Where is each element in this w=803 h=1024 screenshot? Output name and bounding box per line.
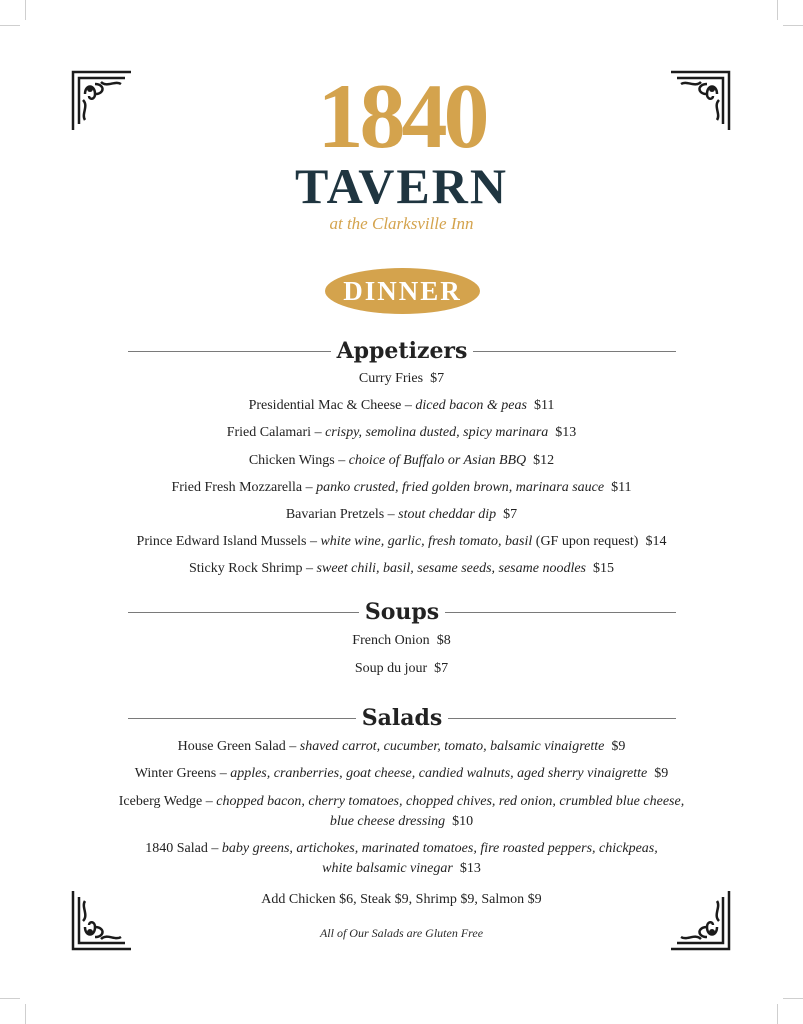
crop-mark xyxy=(777,1004,778,1024)
item-price: $13 xyxy=(555,425,577,440)
item-description: panko crusted, fried golden brown, marinara sauce xyxy=(316,480,605,495)
item-name: House Green Salad xyxy=(177,739,286,754)
item-name: French Onion xyxy=(352,633,430,648)
menu-item xyxy=(0,660,803,678)
menu-item: Winter Greens – apples, cranberries, goat cheese, candied walnuts, aged sherry vinaigrette $9 xyxy=(134,766,669,781)
crop-mark xyxy=(0,998,20,999)
item-price: $9 xyxy=(654,766,669,781)
menu-item xyxy=(0,632,803,650)
menu-item: Iceberg Wedge – chopped bacon, cherry tomatoes, chopped chives, red onion, crumbled blue cheese, xyxy=(118,794,685,809)
item-price: $11 xyxy=(611,480,632,495)
item-price: $9 xyxy=(611,739,626,754)
item-description: baby greens, artichokes, marinated tomatoes, fire roasted peppers, chickpeas, xyxy=(221,841,658,856)
item-price: $11 xyxy=(533,398,555,413)
item-name: Bavarian Pretzels xyxy=(285,507,385,522)
crop-mark xyxy=(25,1004,26,1024)
menu-item: Chicken Wings – choice of Buffalo or Asian BBQ $12 xyxy=(248,453,555,468)
menu-item-continued xyxy=(0,813,803,831)
menu-item-continued xyxy=(0,860,803,878)
item-price: $13 xyxy=(459,861,481,876)
divider xyxy=(128,718,356,719)
item-name: Iceberg Wedge xyxy=(118,794,203,809)
menu-item: Prince Edward Island Mussels – white wine, garlic, fresh tomato, basil (GF upon request) $14 xyxy=(136,534,667,549)
item-price: $10 xyxy=(452,814,474,829)
salad-addons: Add Chicken $6, Steak $9, Shrimp $9, Salmon $9 xyxy=(261,892,542,907)
item-description: chopped bacon, cherry tomatoes, chopped chives, red onion, crumbled blue cheese, xyxy=(216,794,685,809)
menu-label-badge: DINNER xyxy=(325,268,480,314)
menu-item: Presidential Mac & Cheese – diced bacon & peas $11 xyxy=(248,398,555,413)
section-title: Salads xyxy=(361,705,443,731)
menu-item: Fried Fresh Mozzarella – panko crusted, fried golden brown, marinara sauce $11 xyxy=(171,480,632,495)
item-description: apples, cranberries, goat cheese, candied walnuts, aged sherry vinaigrette xyxy=(230,766,648,781)
section-title: Appetizers xyxy=(336,338,468,364)
item-price: $7 xyxy=(503,507,518,522)
item-description: blue cheese dressing xyxy=(329,814,446,829)
item-name: Soup du jour xyxy=(354,661,428,676)
item-name: Presidential Mac & Cheese xyxy=(248,398,402,413)
salad-note: All of Our Salads are Gluten Free xyxy=(319,926,484,940)
item-description: shaved carrot, cucumber, tomato, balsamic vinaigrette xyxy=(299,739,605,754)
crop-mark xyxy=(777,0,778,20)
divider xyxy=(448,718,676,719)
divider xyxy=(128,612,359,613)
logo-subtitle: at the Clarksville Inn xyxy=(329,214,474,233)
item-price: $7 xyxy=(434,661,449,676)
menu-item: 1840 Salad – baby greens, artichokes, marinated tomatoes, fire roasted peppers, chickpeas, xyxy=(145,841,658,856)
crop-mark xyxy=(25,0,26,20)
item-name: 1840 Salad xyxy=(145,841,208,856)
item-description: choice of Buffalo or Asian BBQ xyxy=(348,453,527,468)
crop-mark xyxy=(783,998,803,999)
section-heading-appetizers xyxy=(128,336,676,366)
crop-mark xyxy=(0,25,20,26)
logo-name: TAVERN xyxy=(295,158,508,214)
item-name: Chicken Wings xyxy=(248,453,335,468)
item-price: $14 xyxy=(645,534,667,549)
crop-mark xyxy=(783,25,803,26)
item-price: $8 xyxy=(436,633,451,648)
item-price: $15 xyxy=(593,561,615,576)
section-heading-soups xyxy=(128,597,676,627)
item-description: sweet chili, basil, sesame seeds, sesame noodles xyxy=(316,561,587,576)
menu-item: Bavarian Pretzels – stout cheddar dip $7 xyxy=(285,507,518,522)
divider xyxy=(128,351,331,352)
menu-item: House Green Salad – shaved carrot, cucumber, tomato, balsamic vinaigrette $9 xyxy=(177,739,626,754)
divider xyxy=(473,351,676,352)
menu-item: Fried Calamari – crispy, semolina dusted, spicy marinara $13 xyxy=(226,425,577,440)
item-name: Fried Calamari xyxy=(226,425,312,440)
item-name: Sticky Rock Shrimp xyxy=(188,561,303,576)
section-heading-salads xyxy=(128,703,676,733)
item-name: Fried Fresh Mozzarella xyxy=(171,480,303,495)
item-name: Winter Greens xyxy=(134,766,217,781)
item-description: white balsamic vinegar xyxy=(322,861,453,876)
menu-item: Sticky Rock Shrimp – sweet chili, basil, sesame seeds, sesame noodles $15 xyxy=(188,561,615,576)
item-description: diced bacon & peas xyxy=(415,398,527,413)
section-title: Soups xyxy=(364,599,440,625)
logo-year: 1840 xyxy=(317,65,486,167)
item-note: (GF upon request) xyxy=(535,534,639,549)
item-price: $7 xyxy=(430,371,445,386)
item-description: stout cheddar dip xyxy=(398,507,497,522)
item-price: $12 xyxy=(533,453,555,468)
divider xyxy=(445,612,676,613)
item-description: crispy, semolina dusted, spicy marinara xyxy=(325,425,549,440)
item-description: white wine, garlic, fresh tomato, basil xyxy=(320,534,533,549)
item-name: Prince Edward Island Mussels xyxy=(136,534,307,549)
menu-item xyxy=(0,370,803,388)
item-name: Curry Fries xyxy=(358,371,424,386)
